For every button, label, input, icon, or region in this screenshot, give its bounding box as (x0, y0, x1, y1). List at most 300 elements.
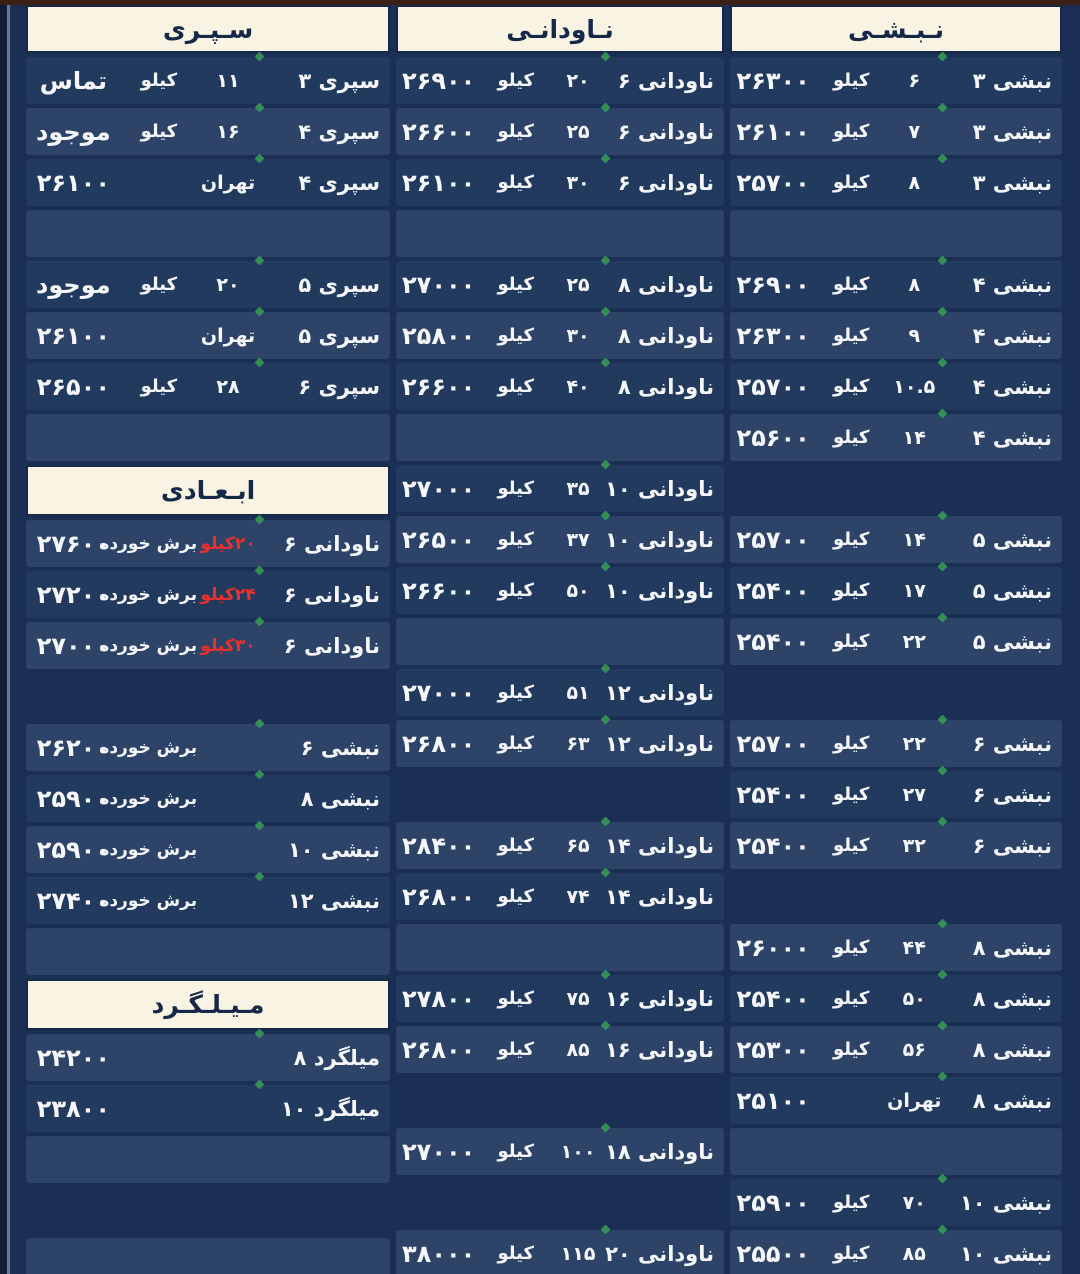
size-value: ۲۷ (902, 783, 926, 806)
size-value: ۳۵ (566, 477, 590, 500)
empty-row (396, 210, 724, 257)
price-up-icon (601, 256, 611, 266)
size-value: ۷۰ (902, 1191, 926, 1214)
price-up-icon (601, 1021, 611, 1031)
column-header-nabshi: نـبـشـی (730, 5, 1062, 53)
product-name: نبشی ۱۰ (959, 1241, 1052, 1266)
unit-label: کیلو (832, 733, 870, 754)
price-row (730, 567, 1062, 614)
price-value: ۲۵۴۰۰ (736, 576, 810, 605)
price-value: ۲۷۰۰۰ (402, 1137, 476, 1166)
unit-label: کیلو (832, 376, 870, 397)
price-up-icon (937, 154, 947, 164)
empty-row (730, 873, 1062, 920)
unit-label: کیلو (497, 274, 534, 295)
price-up-icon (254, 515, 264, 525)
price-value: ۲۵۹۰۰ (36, 835, 110, 864)
size-value: ۱۱ (216, 69, 240, 92)
price-value: ۲۷۲۰۰ (36, 580, 110, 609)
price-row (26, 57, 390, 104)
price-up-icon (601, 664, 611, 674)
unit-label: کیلو (497, 121, 534, 142)
size-value: ۲۵ (566, 120, 590, 143)
price-row (26, 1034, 390, 1081)
product-name: ناودانی ۲۰ (605, 1241, 714, 1266)
size-value: ۸ (908, 273, 921, 296)
price-value: ۲۶۱۰۰ (36, 168, 110, 197)
product-name: نبشی ۶ (972, 782, 1052, 807)
price-value: ۲۵۴۰۰ (736, 627, 810, 656)
price-row (730, 363, 1062, 410)
size-value: ۱۰۰ (560, 1140, 596, 1163)
size-value: ۱۰.۵ (893, 375, 936, 398)
price-row (26, 108, 390, 155)
product-name: ناودانی ۶ (283, 531, 380, 556)
price-up-icon (937, 409, 947, 419)
price-value: ۲۵۳۰۰ (736, 1035, 810, 1064)
price-row (730, 822, 1062, 869)
price-value: ۲۶۶۰۰ (402, 372, 476, 401)
product-name: ناودانی ۱۸ (605, 1139, 714, 1164)
product-name: ناودانی ۶ (283, 582, 380, 607)
price-row (396, 1230, 724, 1274)
product-name: نبشی ۶ (300, 735, 380, 760)
empty-row (396, 1077, 724, 1124)
empty-row (730, 465, 1062, 512)
size-value: ۲۲ (902, 630, 926, 653)
unit-label: کیلو (832, 580, 870, 601)
price-up-icon (254, 872, 264, 882)
price-value: ۲۴۲۰۰ (36, 1043, 110, 1072)
unit-label: کیلو (497, 682, 534, 703)
price-up-icon (601, 358, 611, 368)
top-border (0, 0, 1080, 5)
price-up-icon (254, 103, 264, 113)
price-row (396, 159, 724, 206)
price-value: ۲۶۲۰۰ (36, 733, 110, 762)
price-up-icon (254, 719, 264, 729)
size-value: ۴۰ (566, 375, 590, 398)
product-name: سپری ۵ (298, 272, 380, 297)
price-row (396, 108, 724, 155)
unit-label: کیلو (832, 784, 870, 805)
price-up-icon (254, 256, 264, 266)
price-up-icon (601, 52, 611, 62)
unit-label: کیلو (497, 325, 534, 346)
product-name: نبشی ۴ (972, 272, 1052, 297)
price-up-icon (937, 1225, 947, 1235)
price-up-icon (937, 715, 947, 725)
price-row (396, 975, 724, 1022)
price-row (396, 57, 724, 104)
price-up-icon (601, 103, 611, 113)
size-value: ۸۵ (902, 1242, 926, 1265)
unit-label: برش خورده (99, 737, 198, 758)
size-value: ۲۵ (566, 273, 590, 296)
size-value: ۵۱ (566, 681, 590, 704)
size-value: ۲۸ (216, 375, 240, 398)
price-value: ۲۶۶۰۰ (402, 117, 476, 146)
product-name: نبشی ۴ (972, 323, 1052, 348)
size-value: ۵۰ (566, 579, 590, 602)
price-value: ۲۶۱۰۰ (736, 117, 810, 146)
unit-label: کیلو (497, 886, 534, 907)
price-value: ۲۵۱۰۰ (736, 1086, 810, 1115)
price-up-icon (937, 511, 947, 521)
product-name: ناودانی ۶ (283, 633, 380, 658)
price-up-icon (937, 52, 947, 62)
product-name: ناودانی ۸ (617, 374, 714, 399)
product-name: ناودانی ۱۰ (605, 476, 714, 501)
price-row (26, 622, 390, 669)
size-value: ۳۲ (902, 834, 926, 857)
price-up-icon (937, 358, 947, 368)
price-row (26, 520, 390, 567)
price-row (730, 1230, 1062, 1274)
unit-label: برش خورده (99, 890, 198, 911)
size-value: ۷۵ (566, 987, 590, 1010)
product-name: نبشی ۱۲ (287, 888, 380, 913)
price-row (26, 261, 390, 308)
price-value: ۳۸۰۰۰ (402, 1239, 476, 1268)
price-value: ۲۶۰۰۰ (736, 933, 810, 962)
product-name: نبشی ۴ (972, 425, 1052, 450)
price-value: ۲۵۷۰۰ (736, 372, 810, 401)
price-value: ۲۷۰۰۰ (36, 631, 110, 660)
price-row (26, 159, 390, 206)
product-name: نبشی ۶ (972, 833, 1052, 858)
price-row (396, 873, 724, 920)
product-name: ناودانی ۱۶ (605, 986, 714, 1011)
price-value: ۲۶۱۰۰ (402, 168, 476, 197)
unit-label: کیلو (832, 121, 870, 142)
price-row (396, 1026, 724, 1073)
price-value: ۲۶۸۰۰ (402, 729, 476, 758)
price-up-icon (254, 307, 264, 317)
price-up-icon (937, 970, 947, 980)
unit-label: کیلو (497, 1141, 534, 1162)
price-row (730, 1179, 1062, 1226)
price-value: ۲۶۸۰۰ (402, 1035, 476, 1064)
unit-label: کیلو (832, 274, 870, 295)
price-value: موجود (36, 270, 111, 299)
product-name: سپری ۴ (298, 170, 380, 195)
empty-row (730, 1128, 1062, 1175)
column-separi (26, 5, 390, 1274)
product-name: میلگرد ۸ (293, 1045, 380, 1070)
price-up-icon (254, 566, 264, 576)
unit-label: کیلو (832, 325, 870, 346)
price-value: ۲۵۹۰۰ (36, 784, 110, 813)
price-value: ۲۵۷۰۰ (736, 168, 810, 197)
unit-label: کیلو (832, 1039, 870, 1060)
price-value: ۲۵۴۰۰ (736, 780, 810, 809)
product-name: ناودانی ۱۴ (605, 884, 714, 909)
product-name: ناودانی ۱۰ (605, 527, 714, 552)
size-value: ۶۳ (566, 732, 590, 755)
price-up-icon (601, 868, 611, 878)
price-value: ۲۵۵۰۰ (736, 1239, 810, 1268)
empty-row (730, 210, 1062, 257)
section-header-abaadi: ابـعـادی (26, 465, 390, 516)
product-name: ناودانی ۶ (617, 170, 714, 195)
price-value: ۲۳۸۰۰ (36, 1094, 110, 1123)
price-up-icon (601, 307, 611, 317)
price-row (730, 414, 1062, 461)
empty-row (26, 414, 390, 461)
price-row (730, 771, 1062, 818)
unit-label: کیلو (497, 988, 534, 1009)
price-value: ۲۵۴۰۰ (736, 831, 810, 860)
size-value: ۳۰ (566, 324, 590, 347)
size-value: ۷۴ (566, 885, 590, 908)
price-up-icon (601, 1225, 611, 1235)
price-up-icon (937, 766, 947, 776)
price-value: ۲۷۰۰۰ (402, 270, 476, 299)
price-value: تماس (39, 66, 107, 95)
price-value: ۲۸۴۰۰ (402, 831, 476, 860)
empty-row (396, 1179, 724, 1226)
product-name: نبشی ۱۰ (287, 837, 380, 862)
product-name: نبشی ۵ (972, 527, 1052, 552)
price-row (26, 826, 390, 873)
price-up-icon (937, 1021, 947, 1031)
price-value: ۲۶۵۰۰ (36, 372, 110, 401)
price-value: ۲۶۵۰۰ (402, 525, 476, 554)
price-up-icon (254, 1080, 264, 1090)
size-value: ۱۷ (902, 579, 926, 602)
size-value: تهران (200, 324, 256, 347)
product-name: نبشی ۶ (972, 731, 1052, 756)
price-value: ۲۷۰۰۰ (402, 474, 476, 503)
unit-label: کیلو (140, 376, 178, 397)
product-name: نبشی ۳ (972, 68, 1052, 93)
section-header-milgerd: مـیـلـگـرد (26, 979, 390, 1030)
size-value: ۵۶ (902, 1038, 926, 1061)
size-value: ۲۰کیلو (200, 533, 256, 554)
price-up-icon (937, 562, 947, 572)
price-up-icon (937, 919, 947, 929)
size-value: ۲۰ (216, 273, 240, 296)
size-value: ۱۶ (216, 120, 240, 143)
size-value: تهران (200, 171, 256, 194)
product-name: ناودانی ۶ (617, 68, 714, 93)
price-row (396, 822, 724, 869)
product-name: نبشی ۸ (972, 935, 1052, 960)
price-row (730, 1026, 1062, 1073)
price-value: ۲۷۴۰۰ (36, 886, 110, 915)
price-row (396, 261, 724, 308)
price-up-icon (254, 821, 264, 831)
price-row (26, 775, 390, 822)
empty-row (26, 673, 390, 720)
price-value: ۲۵۸۰۰ (402, 321, 476, 350)
product-name: سپری ۴ (298, 119, 380, 144)
price-row (730, 261, 1062, 308)
product-name: نبشی ۳ (972, 170, 1052, 195)
price-row (396, 465, 724, 512)
price-row (396, 312, 724, 359)
empty-row (396, 924, 724, 971)
empty-row (396, 618, 724, 665)
unit-label: کیلو (832, 1243, 870, 1264)
product-name: ناودانی ۱۲ (605, 731, 714, 756)
empty-row (730, 669, 1062, 716)
price-up-icon (937, 103, 947, 113)
price-up-icon (254, 154, 264, 164)
price-value: ۲۶۹۰۰ (402, 66, 476, 95)
price-value: ۲۶۳۰۰ (736, 321, 810, 350)
product-name: ناودانی ۸ (617, 323, 714, 348)
unit-label: کیلو (497, 70, 534, 91)
price-up-icon (601, 511, 611, 521)
price-up-icon (601, 460, 611, 470)
price-row (730, 159, 1062, 206)
unit-label: کیلو (497, 1243, 534, 1264)
price-row (26, 363, 390, 410)
unit-label: کیلو (832, 172, 870, 193)
column-nabshi (730, 5, 1062, 1274)
product-name: ناودانی ۱۲ (605, 680, 714, 705)
product-name: سپری ۵ (298, 323, 380, 348)
unit-label: کیلو (832, 835, 870, 856)
price-up-icon (254, 52, 264, 62)
size-value: ۷ (908, 120, 921, 143)
price-up-icon (254, 358, 264, 368)
size-value: ۶ (908, 69, 921, 92)
size-value: ۸۵ (566, 1038, 590, 1061)
price-value: ۲۷۶۰۰ (36, 529, 110, 558)
price-up-icon (937, 1072, 947, 1082)
product-name: نبشی ۴ (972, 374, 1052, 399)
product-name: ناودانی ۸ (617, 272, 714, 297)
unit-label: کیلو (497, 172, 534, 193)
product-name: میلگرد ۱۰ (280, 1096, 380, 1121)
price-row (730, 720, 1062, 767)
price-up-icon (601, 970, 611, 980)
price-row (730, 57, 1062, 104)
empty-row (26, 928, 390, 975)
unit-label: برش خورده (99, 584, 198, 605)
price-row (396, 720, 724, 767)
size-value: ۵۰ (902, 987, 926, 1010)
price-row (396, 669, 724, 716)
size-value: ۹ (908, 324, 921, 347)
price-value: ۲۵۶۰۰ (736, 423, 810, 452)
empty-row (26, 1136, 390, 1183)
size-value: تهران (887, 1089, 942, 1112)
price-value: ۲۵۷۰۰ (736, 525, 810, 554)
price-up-icon (601, 1123, 611, 1133)
price-row (396, 567, 724, 614)
price-up-icon (601, 715, 611, 725)
product-name: نبشی ۸ (300, 786, 380, 811)
price-row (730, 1077, 1062, 1124)
price-up-icon (254, 770, 264, 780)
price-row (396, 516, 724, 563)
unit-label: برش خورده (99, 533, 198, 554)
product-name: نبشی ۱۰ (959, 1190, 1052, 1215)
size-value: ۲۲ (902, 732, 926, 755)
columns (0, 5, 1080, 1274)
unit-label: کیلو (832, 427, 870, 448)
product-name: ناودانی ۱۶ (605, 1037, 714, 1062)
unit-label: کیلو (497, 478, 534, 499)
price-row (26, 724, 390, 771)
left-edge-line (7, 0, 10, 1274)
unit-label: کیلو (832, 988, 870, 1009)
empty-row (26, 1187, 390, 1234)
price-up-icon (937, 256, 947, 266)
unit-label: کیلو (140, 121, 178, 142)
price-row (730, 975, 1062, 1022)
price-row (730, 108, 1062, 155)
price-row (730, 312, 1062, 359)
price-value: ۲۷۸۰۰ (402, 984, 476, 1013)
empty-row (26, 210, 390, 257)
size-value: ۶۵ (566, 834, 590, 857)
size-value: ۳۰ (566, 171, 590, 194)
price-value: ۲۶۱۰۰ (36, 321, 110, 350)
product-name: نبشی ۵ (972, 578, 1052, 603)
unit-label: کیلو (140, 70, 178, 91)
column-header-separi: سـپـری (26, 5, 390, 53)
price-up-icon (601, 562, 611, 572)
unit-label: کیلو (497, 1039, 534, 1060)
price-up-icon (254, 1029, 264, 1039)
price-up-icon (601, 154, 611, 164)
size-value: ۲۰ (566, 69, 590, 92)
product-name: ناودانی ۱۰ (605, 578, 714, 603)
product-name: سپری ۶ (298, 374, 380, 399)
empty-row (26, 1238, 390, 1274)
unit-label: کیلو (497, 835, 534, 856)
product-name: نبشی ۵ (972, 629, 1052, 654)
price-value: ۲۵۷۰۰ (736, 729, 810, 758)
product-name: ناودانی ۱۴ (605, 833, 714, 858)
unit-label: کیلو (497, 733, 534, 754)
size-value: ۴۴ (902, 936, 926, 959)
price-row (26, 877, 390, 924)
left-edge (0, 0, 7, 1274)
price-value: ۲۶۶۰۰ (402, 576, 476, 605)
price-value: ۲۵۹۰۰ (736, 1188, 810, 1217)
empty-row (396, 771, 724, 818)
price-up-icon (937, 817, 947, 827)
unit-label: کیلو (140, 274, 178, 295)
price-row (730, 516, 1062, 563)
empty-row (396, 414, 724, 461)
price-row (26, 1085, 390, 1132)
unit-label: برش خورده (99, 788, 198, 809)
product-name: نبشی ۸ (972, 986, 1052, 1011)
price-row (396, 363, 724, 410)
unit-label: کیلو (832, 1192, 870, 1213)
price-value: ۲۵۴۰۰ (736, 984, 810, 1013)
price-row (26, 312, 390, 359)
price-up-icon (937, 613, 947, 623)
unit-label: کیلو (497, 529, 534, 550)
unit-label: کیلو (832, 70, 870, 91)
price-value: موجود (36, 117, 111, 146)
product-name: سپری ۳ (298, 68, 380, 93)
product-name: نبشی ۸ (972, 1088, 1052, 1113)
price-up-icon (601, 817, 611, 827)
unit-label: کیلو (832, 631, 870, 652)
unit-label: برش خورده (99, 635, 198, 656)
price-value: ۲۶۸۰۰ (402, 882, 476, 911)
size-value: ۸ (908, 171, 921, 194)
